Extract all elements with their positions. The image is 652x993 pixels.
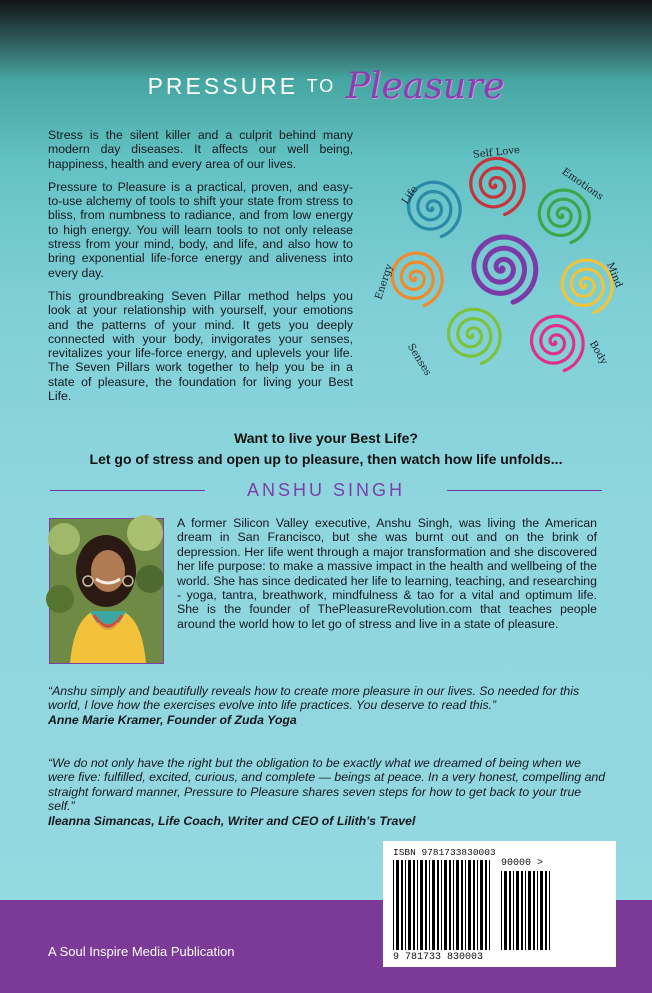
barcode-bar: [480, 860, 483, 950]
label-emotions: Emotions: [559, 166, 606, 203]
call-to-action: [0, 430, 652, 467]
barcode-bar: [489, 860, 490, 950]
barcode-bar: [417, 860, 418, 950]
barcode-box: [383, 841, 616, 967]
book-title: [0, 66, 652, 107]
spiral-energy: [392, 253, 442, 306]
barcode-bar: [473, 860, 475, 950]
barcode-bar: [420, 860, 423, 950]
barcode-bar: [513, 871, 514, 950]
barcode-bar: [453, 860, 454, 950]
barcode-bar: [516, 871, 519, 950]
spiral-emotions: [539, 190, 589, 243]
barcode-bar: [437, 860, 439, 950]
barcode-bar: [465, 860, 466, 950]
barcode-bar: [432, 860, 435, 950]
intro-paragraph-2: Pressure to Pleasure is a practical, proven, and easy-to-use alchemy of tools to shift your state from stress to bliss, from numbness to radiance, and from low energy to high energy. You will learn tools to not only release stress from your mind, body, and life, and also how to bring exponential life-force energy and aliveness into every day.: [48, 179, 353, 280]
label-life: Life: [400, 184, 421, 207]
barcode-bar: [477, 860, 478, 950]
barcode-bar: [549, 871, 550, 950]
barcode-bar: [509, 871, 511, 950]
barcode-bar: [441, 860, 442, 950]
author-bio: A former Silicon Valley executive, Anshu Singh, was living the American dream in San Francisco, but she was burnt out and on the brink of depression. Her life went through a major transformation and she discovered her life purpose: to make a massive impact in the health and wellbeing of the world. She has since dedicated her life to learning, teaching, and researching - yoga, tantra, breathwork, mindfulness & tao for a vital and optimum life. She is the founder of ThePleasureRevolution.com that teaches people around the world how to let go of stress and live in a state of pleasure.: [177, 516, 597, 631]
barcode-bar: [393, 860, 394, 950]
barcode-bar: [408, 860, 411, 950]
title-pleasure: Pleasure: [345, 66, 505, 107]
barcode-bar: [429, 860, 430, 950]
intro-text: [48, 128, 353, 412]
barcode-bar: [461, 860, 463, 950]
testimonial-2: [48, 756, 608, 828]
seven-pillars-wheel: [360, 140, 625, 385]
barcode-bar: [528, 871, 531, 950]
spiral-self-love: [471, 158, 524, 214]
barcode-bar: [405, 860, 406, 950]
testimonial-text: “We do not only have the right but the obligation to be exactly what we dreamed of being when we were five: fulfilled, excited, curious, and complete — beings at peace. In a very honest, compelling and straight forward manner, Pressure to Pleasure shares seven steps for how to get back to your true self.”: [48, 756, 606, 814]
barcode-bar: [533, 871, 535, 950]
spiral-body: [532, 316, 584, 370]
label-body: Body: [586, 339, 610, 367]
testimonial-author: Anne Marie Kramer, Founder of Zuda Yoga: [48, 712, 297, 727]
intro-paragraph-1: Stress is the silent killer and a culprit behind many modern day diseases. It affects our well being, happiness, health and every area of our lives.: [48, 128, 353, 171]
barcode-bar: [449, 860, 451, 950]
label-self-love: Self Love: [472, 144, 521, 161]
barcode-addon: [501, 871, 553, 950]
testimonial-1: [48, 684, 608, 727]
author-photo: [49, 518, 164, 664]
barcode-bar: [545, 871, 547, 950]
price-code: 90000 >: [501, 858, 544, 869]
spiral-mind: [562, 260, 612, 313]
barcode-bar: [537, 871, 538, 950]
label-energy: Energy: [373, 262, 396, 302]
divider-right: [447, 490, 602, 491]
barcode-bar: [425, 860, 427, 950]
spiral-center: [474, 237, 536, 302]
spiral-senses: [449, 309, 501, 363]
publisher-line: A Soul Inspire Media Publication: [48, 944, 235, 959]
label-senses: Senses: [404, 341, 433, 378]
barcode-bar: [540, 871, 543, 950]
barcode-bar: [504, 871, 507, 950]
testimonial-author: Ileanna Simancas, Life Coach, Writer and CEO of Lilith's Travel: [48, 813, 416, 828]
barcode-bar: [413, 860, 415, 950]
barcode-bar: [501, 871, 502, 950]
author-name: ANSHU SINGH: [246, 480, 405, 500]
title-to: TO: [306, 76, 336, 96]
barcode-main: [393, 860, 493, 950]
barcode-bar: [444, 860, 447, 950]
testimonial-text: “Anshu simply and beautifully reveals how to create more pleasure in our lives. So needed for this world, I love how the exercises evolve into life practices. You deserve to read this.”: [48, 684, 580, 713]
barcode-bar: [468, 860, 471, 950]
cta-line-1: Want to live your Best Life?: [234, 430, 418, 446]
barcode-bar: [396, 860, 399, 950]
barcode-bar: [485, 860, 487, 950]
barcode-digits: 9 781733 830003: [393, 952, 484, 963]
barcode-bar: [401, 860, 403, 950]
title-pressure: PRESSURE: [147, 73, 299, 99]
barcode-bar: [525, 871, 526, 950]
barcode-bar: [456, 860, 459, 950]
cta-line-2: Let go of stress and open up to pleasure, then watch how life unfolds...: [89, 451, 563, 467]
barcode-bar: [521, 871, 523, 950]
intro-paragraph-3: This groundbreaking Seven Pillar method helps you look at your relationship with yourself, your emotions and the patterns of your mind. It gets you deeply connected with your body, invigorates your senses, revitalizes your life-force energy, and uplevels your life. The Seven Pillars work together to help you be in a state of pleasure, the foundation for living your Best Life.: [48, 288, 353, 404]
label-mind: Mind: [604, 260, 625, 290]
isbn-text: ISBN 9781733830003: [393, 847, 496, 858]
